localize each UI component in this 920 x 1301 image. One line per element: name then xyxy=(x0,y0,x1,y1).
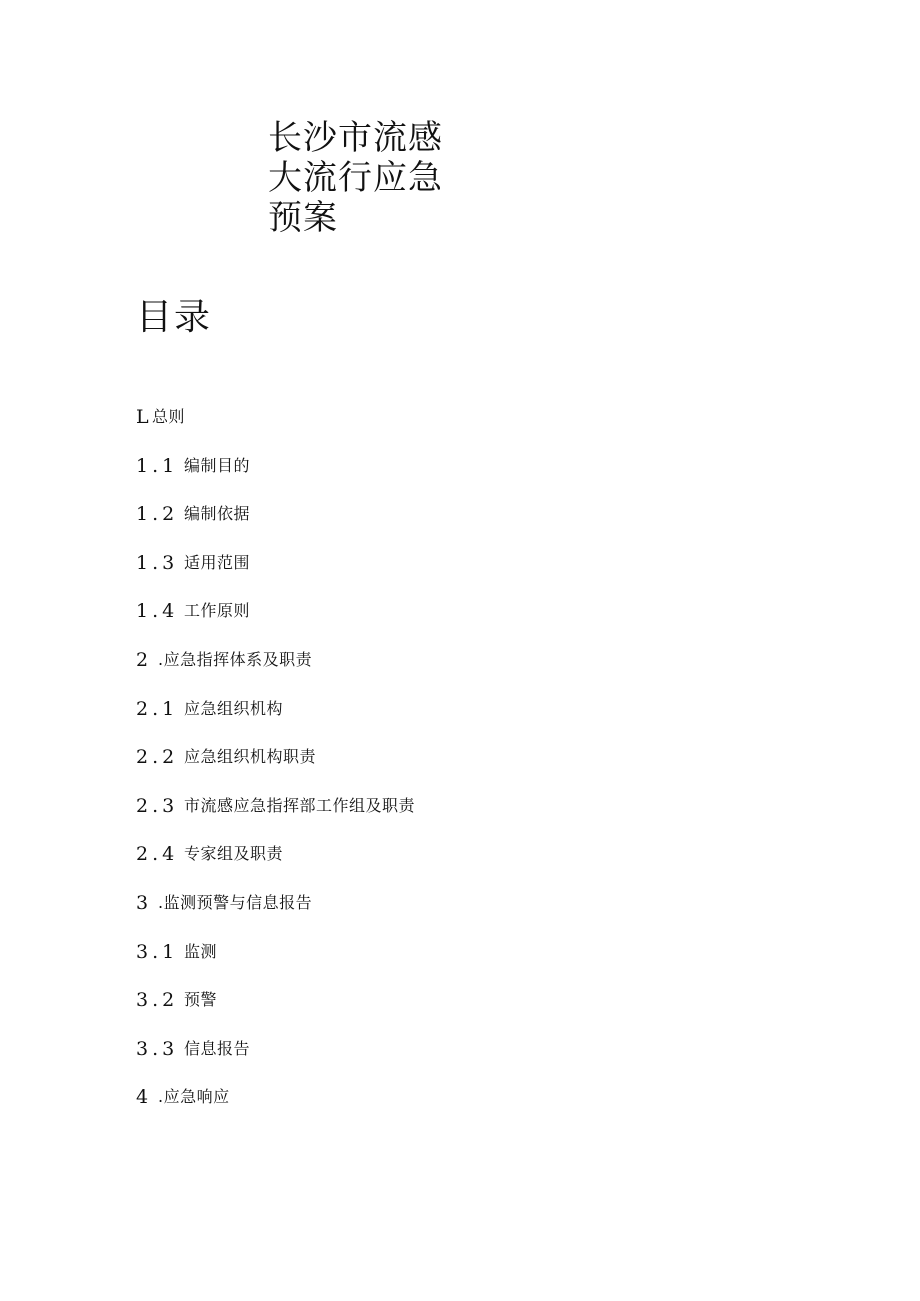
toc-item-label: 编制目的 xyxy=(184,455,251,475)
toc-item-number: 1.3 xyxy=(136,551,179,574)
toc-item xyxy=(136,647,836,696)
toc-item-number: 3.1 xyxy=(136,940,179,963)
toc-item xyxy=(136,793,836,842)
toc-item-number: 3.2 xyxy=(136,989,179,1012)
toc-item-label: 应急组织机构 xyxy=(184,698,284,718)
toc-item xyxy=(136,696,836,745)
toc-item-label: 监测 xyxy=(184,941,218,961)
toc-item-label: 市流感应急指挥部工作组及职责 xyxy=(184,795,416,815)
toc-item-number: 3 xyxy=(136,891,153,914)
toc-item-label: 专家组及职责 xyxy=(184,844,284,864)
toc-item xyxy=(136,1084,836,1133)
toc-item xyxy=(136,841,836,890)
toc-item-label: 应急组织机构职责 xyxy=(184,747,317,767)
toc-item xyxy=(136,501,836,550)
toc-item-label: 预警 xyxy=(184,990,218,1010)
toc-item-label: .应急响应 xyxy=(158,1087,230,1107)
toc-item-number: 2.3 xyxy=(136,794,179,817)
table-of-contents xyxy=(136,404,836,1133)
toc-item-number: 2 xyxy=(136,648,153,671)
toc-item-number: 1.2 xyxy=(136,503,179,526)
toc-item-label: 信息报告 xyxy=(184,1038,251,1058)
title-line-1: 长沙市流感 xyxy=(268,118,443,158)
toc-item-number: 2.2 xyxy=(136,746,179,769)
title-line-3: 预案 xyxy=(268,198,338,238)
toc-item-label: 编制依据 xyxy=(184,504,251,524)
toc-item-label: 适用范围 xyxy=(184,552,251,572)
toc-item-number: 1.1 xyxy=(136,454,179,477)
toc-item-number: 2.4 xyxy=(136,843,179,866)
toc-item xyxy=(136,1036,836,1085)
toc-item xyxy=(136,744,836,793)
toc-item-number: 2.1 xyxy=(136,697,179,720)
toc-item xyxy=(136,404,836,453)
toc-item-label: 总则 xyxy=(152,407,186,426)
toc-item-number: L xyxy=(136,406,153,428)
toc-heading: 目录 xyxy=(136,297,213,338)
toc-item-label: .监测预警与信息报告 xyxy=(158,892,313,912)
toc-item-number: 3.3 xyxy=(136,1037,179,1060)
toc-item xyxy=(136,550,836,599)
document-title xyxy=(268,118,468,238)
toc-item xyxy=(136,939,836,988)
toc-item xyxy=(136,453,836,502)
toc-item-number: 4 xyxy=(136,1086,153,1109)
title-line-2: 大流行应急 xyxy=(268,158,443,198)
toc-item xyxy=(136,987,836,1036)
toc-item xyxy=(136,890,836,939)
toc-item-label: 工作原则 xyxy=(184,601,251,621)
toc-item-label: .应急指挥体系及职责 xyxy=(158,649,313,669)
toc-item xyxy=(136,598,836,647)
toc-item-number: 1.4 xyxy=(136,600,179,623)
